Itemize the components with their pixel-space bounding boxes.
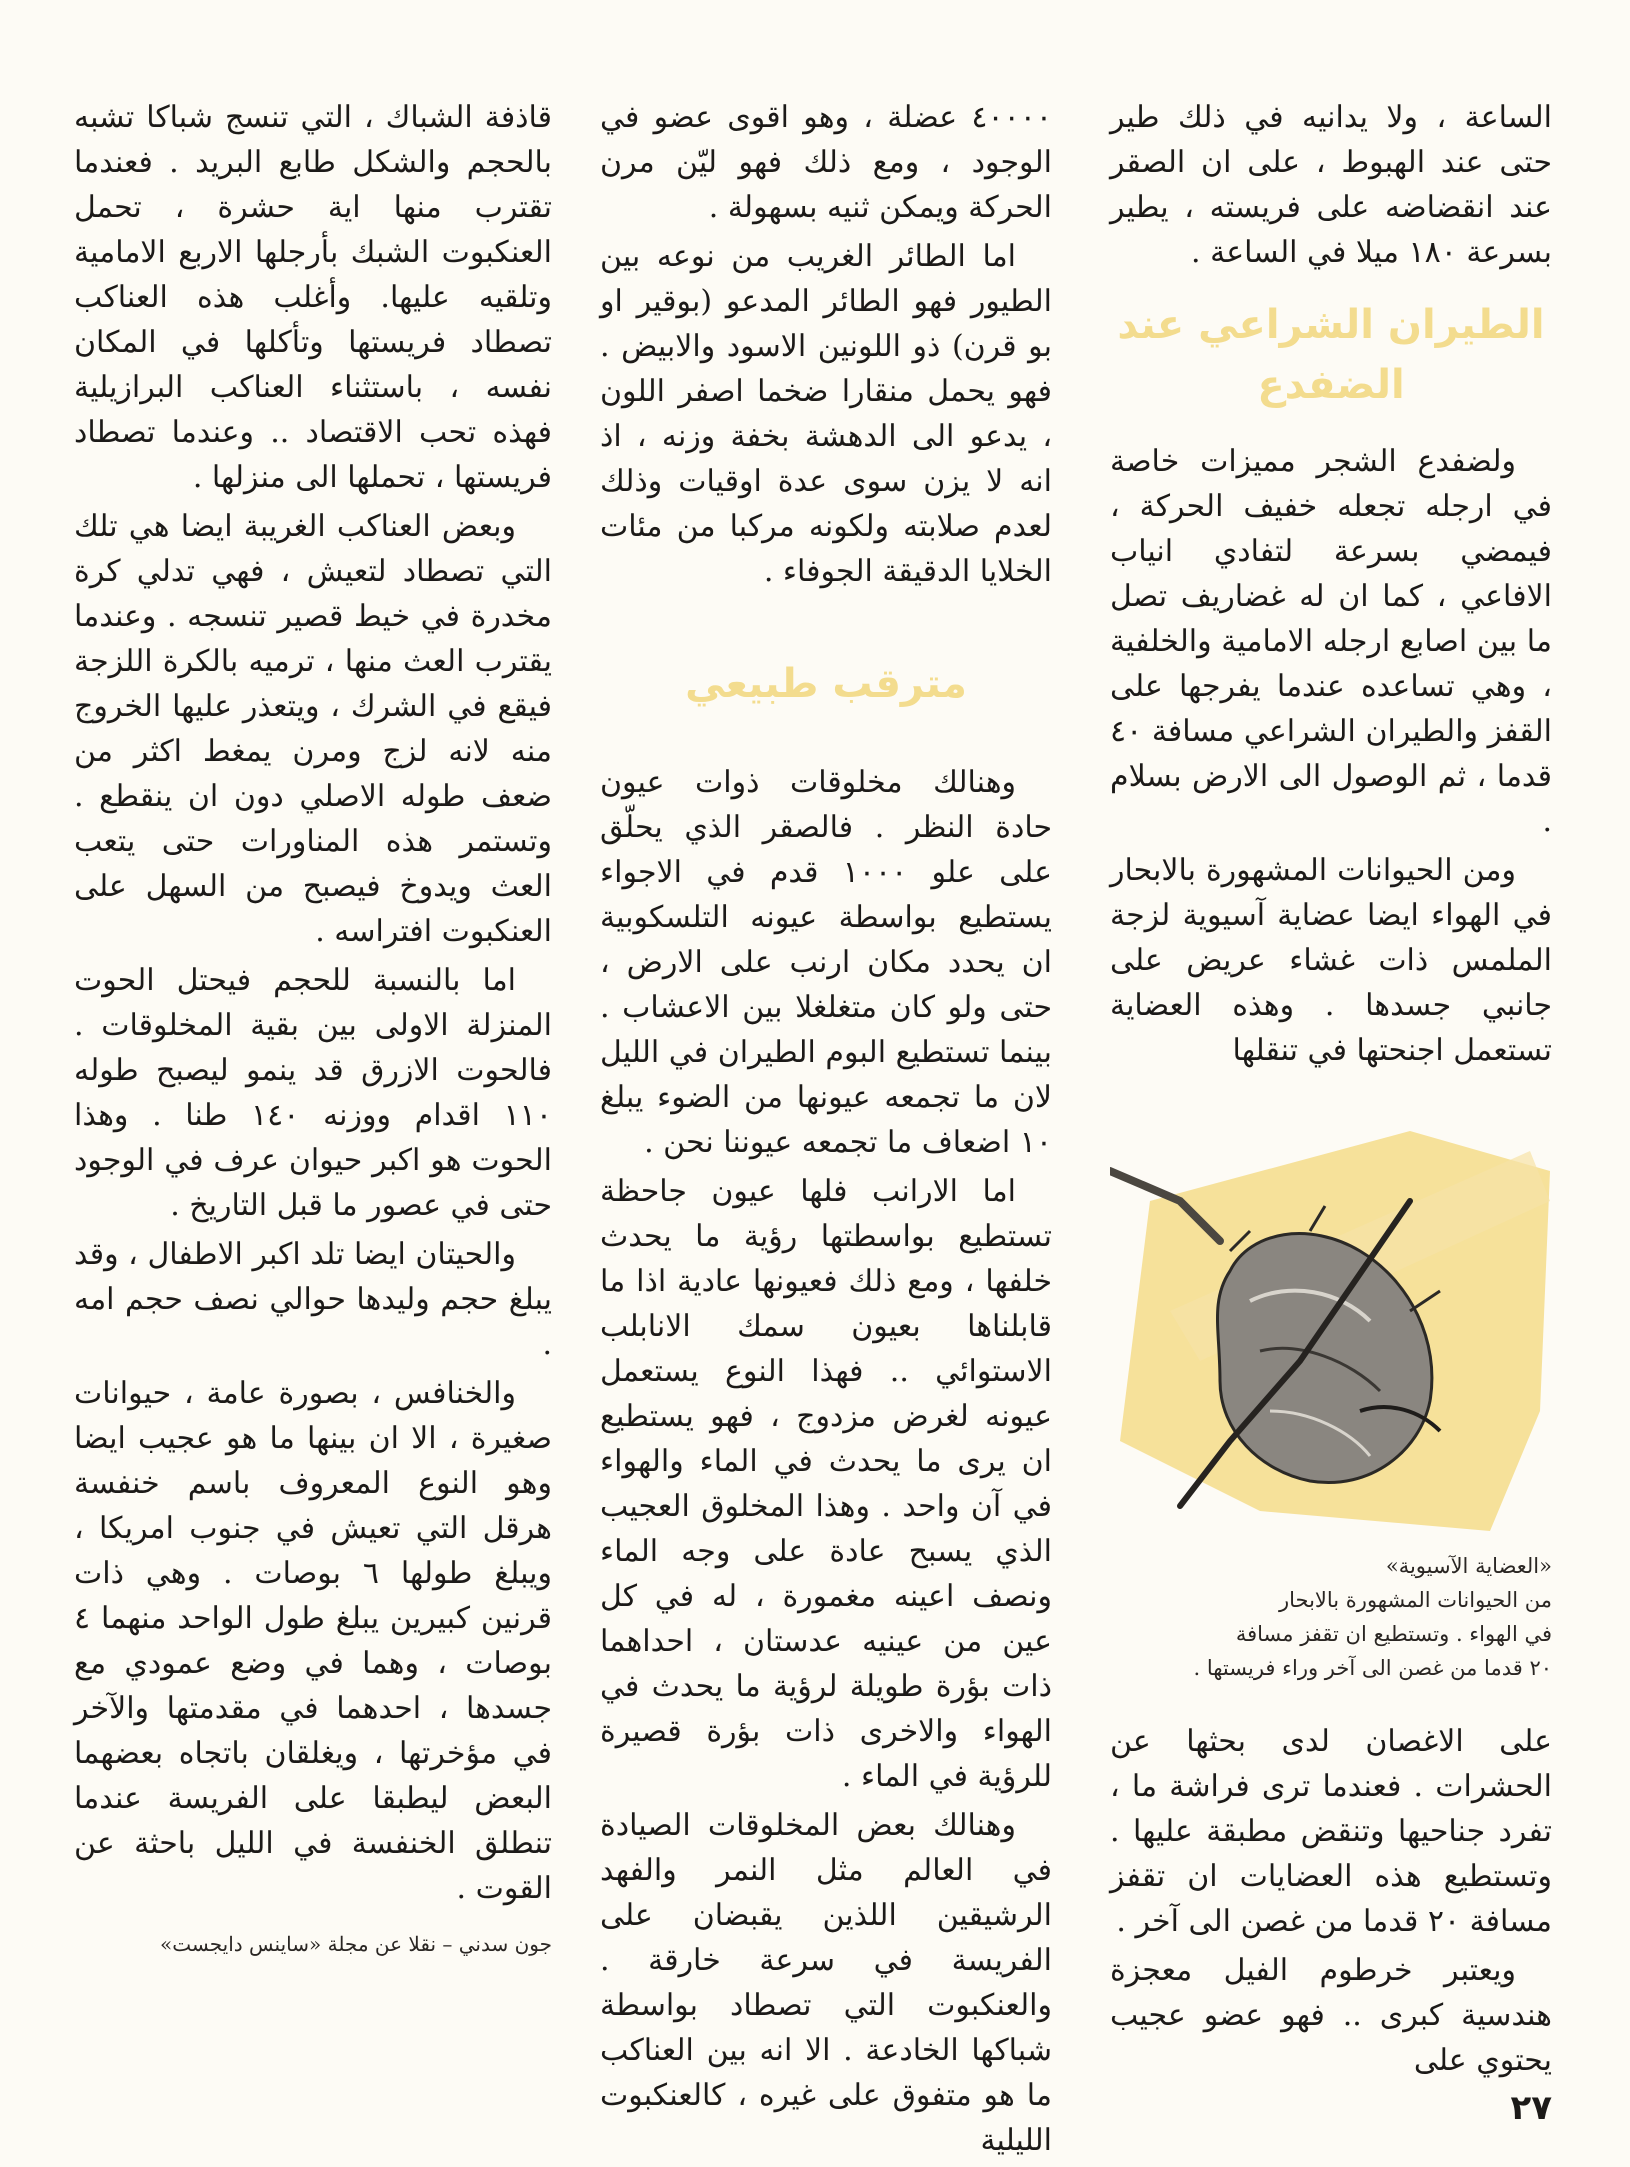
- paragraph: الساعة ، ولا يدانيه في ذلك طير حتى عند الهبوط ، على ان الصقر عند انقضاضه على فريسته ، يطير بسرعة ١٨٠ ميلا في الساعة .: [1110, 100, 1552, 270]
- figure-caption: [1110, 1549, 1552, 1685]
- section-heading-observer: مترقب طبيعي: [685, 661, 967, 707]
- paragraph: ومن الحيوانات المشهورة بالابحار في الهواء ايضا عضاية آسيوية لزجة الملمس ذات غشاء عريض على جانبي جسدها . وهذه العضاية تستعمل اجنحتها في تنقلها: [1110, 853, 1552, 1068]
- paragraph: والحيتان ايضا تلد اكبر الاطفال ، وقد يبلغ حجم وليدها حوالي نصف حجم امه .: [74, 1237, 552, 1362]
- article-column-left: [74, 95, 552, 1959]
- paragraph: وبعض العناكب الغريبة ايضا هي تلك التي تصطاد لتعيش ، فهي تدلي كرة مخدرة في خيط قصير تنسجه . وعندما يقترب العث منها ، ترميه بالكرة اللزجة فيقع في الشرك ، ويتعذر عليها الخروج منه لانه لزج ومرن يمغط اكثر من ضعف طوله الاصلي دون ان ينقطع . وتستمر هذه المناورات حتى يتعب العث ويدوخ فيصبح من السهل على العنكبوت افتراسه .: [74, 509, 552, 949]
- paragraph: وهنالك مخلوقات ذوات عيون حادة النظر . فالصقر الذي يحلّق على علو ١٠٠٠ قدم في الاجواء يستطيع بواسطة عيونه التلسكوبية ان يحدد مكان ارنب على الارض ، حتى ولو كان متغلغلا بين الاعشاب . بينما تستطيع البوم الطيران في الليل لان ما تجمعه عيونها من الضوء يبلغ ١٠ اضعاف ما تجمعه عيوننا نحن .: [600, 765, 1052, 1160]
- article-column-right: [1110, 95, 1552, 2087]
- caption-title: «العضاية الآسيوية»: [1385, 1554, 1552, 1578]
- section-heading-frog: الطيران الشراعي عند الضفدع: [1117, 302, 1545, 408]
- lizard-illustration: [1110, 1111, 1552, 1541]
- paragraph: ولضفدع الشجر مميزات خاصة في ارجله تجعله خفيف الحركة ، فيمضي بسرعة لتفادي انياب الافاعي ، كما ان له غضاريف تصل ما بين اصابع ارجله الامامية والخلفية ، وهي تساعده عندما يفرجها على القفز والطيران الشراعي مسافة ٤٠ قدما ، ثم الوصول الى الارض بسلام .: [1110, 444, 1552, 839]
- paragraph: ٤٠٠٠٠ عضلة ، وهو اقوى عضو في الوجود ، ومع ذلك فهو ليّن مرن الحركة ويمكن ثنيه بسهولة .: [600, 100, 1052, 225]
- paragraph: ويعتبر خرطوم الفيل معجزة هندسية كبرى .. فهو عضو عجيب يحتوي على: [1110, 1953, 1552, 2078]
- paragraph: اما الارانب فلها عيون جاحظة تستطيع بواسطتها رؤية ما يحدث خلفها ، ومع ذلك فعيونها عادية اذا ما قابلناها بعيون سمك الانابلب الاستوائي .. فهذا النوع يستعمل عيونه لغرض مزدوج ، فهو يستطيع ان يرى ما يحدث في الماء والهواء في آن واحد . وهذا المخلوق العجيب الذي يسبح عادة على وجه الماء ونصف اعينه مغمورة ، له في كل عين من عينيه عدستان ، احداهما ذات بؤرة طويلة لرؤية ما يحدث في الهواء والاخرى ذات بؤرة قصيرة للرؤية في الماء .: [600, 1174, 1052, 1794]
- paragraph: قاذفة الشباك ، التي تنسج شباكا تشبه بالحجم والشكل طابع البريد . فعندما تقترب منها اية حشرة ، تحمل العنكبوت الشبك بأرجلها الاربع الامامية وتلقيه عليها. وأغلب هذه العناكب تصطاد فريستها وتأكلها في المكان نفسه ، باستثناء العناكب البرازيلية فهذه تحب الاقتصاد .. وعندما تصطاد فريستها ، تحملها الى منزلها .: [74, 100, 552, 495]
- caption-line: ٢٠ قدما من غصن الى آخر وراء فريستها .: [1193, 1656, 1552, 1680]
- caption-line: من الحيوانات المشهورة بالابحار: [1278, 1588, 1552, 1612]
- paragraph: والخنافس ، بصورة عامة ، حيوانات صغيرة ، الا ان بينها ما هو عجيب ايضا وهو النوع المعروف باسم خنفسة هرقل التي تعيش في جنوب امريكا ، ويبلغ طولها ٦ بوصات . وهي ذات قرنين كبيرين يبلغ طول الواحد منهما ٤ بوصات ، وهما في وضع عمودي مع جسدها ، احدهما في مقدمتها والآخر في مؤخرتها ، ويغلقان باتجاه بعضهما البعض ليطبقا على الفريسة عندما تنطلق الخنفسة في الليل باحثة عن القوت .: [74, 1376, 552, 1906]
- paragraph: على الاغصان لدى بحثها عن الحشرات . فعندما ترى فراشة ما ، تفرد جناحيها وتنقض مطبقة عليها . وتستطيع هذه العضايات ان تقفز مسافة ٢٠ قدما من غصن الى آخر .: [1110, 1724, 1552, 1939]
- paragraph: اما بالنسبة للحجم فيحتل الحوت المنزلة الاولى بين بقية المخلوقات . فالحوت الازرق قد ينمو ليصبح طوله ١١٠ اقدام ووزنه ١٤٠ طنا . وهذا الحوت هو اكبر حيوان عرف في الوجود حتى في عصور ما قبل التاريخ .: [74, 963, 552, 1223]
- caption-line: في الهواء . وتستطيع ان تقفز مسافة: [1235, 1622, 1552, 1646]
- flying-lizard-image: [1110, 1111, 1552, 1541]
- article-credit: جون سدني – نقلا عن مجلة «ساينس دايجست»: [160, 1932, 552, 1956]
- page-number: ٢٧: [1510, 2088, 1552, 2128]
- paragraph: اما الطائر الغريب من نوعه بين الطيور فهو الطائر المدعو (بوقير او بو قرن) ذو اللونين الاسود والابيض . فهو يحمل منقارا ضخما اصفر اللون ، يدعو الى الدهشة بخفة وزنه ، اذ انه لا يزن سوى عدة اوقيات وذلك لعدم صلابته ولكونه مركبا من مئات الخلايا الدقيقة الجوفاء .: [600, 239, 1052, 589]
- article-column-middle: [600, 95, 1052, 2167]
- paragraph: وهنالك بعض المخلوقات الصيادة في العالم مثل النمر والفهد الرشيقين اللذين يقبضان على الفريسة في سرعة خارقة . والعنكبوت التي تصطاد بواسطة شباكها الخادعة . الا انه بين العناكب ما هو متفوق على غيره ، كالعنكبوت الليلية: [600, 1808, 1052, 2158]
